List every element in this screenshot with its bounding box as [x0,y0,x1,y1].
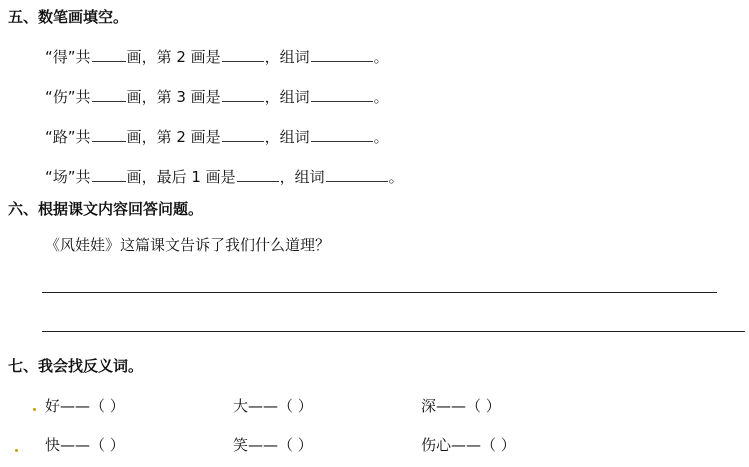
antonym-item: 深——（ ） [421,397,501,415]
stroke-row-3 [45,126,389,147]
stroke-count-blank[interactable] [92,87,126,102]
row-end: 。 [373,48,389,66]
section-5-title: 五、数笔画填空。 [8,8,129,26]
section-6-title: 六、根据课文内容回答问题。 [8,200,204,218]
antonym-item: 快——（ ） [45,436,125,454]
section-6-question: 《风娃娃》这篇课文告诉了我们什么道理？ [45,236,331,254]
row-end: 。 [373,128,389,146]
stroke-blank[interactable] [222,87,264,102]
antonym-item: 伤心——（ ） [421,436,516,454]
word-blank[interactable] [311,127,373,142]
word-blank[interactable] [311,87,373,102]
row-hua: 画，第 2 画是 [126,48,221,66]
row-hua: 画，第 3 画是 [126,88,221,106]
word-blank[interactable] [311,47,373,62]
row-hua: 画，最后 1 画是 [126,168,236,186]
stroke-blank[interactable] [222,127,264,142]
row-zuci: ，组词 [264,128,310,146]
row-zuci: ，组词 [264,48,310,66]
row-gong: 共 [75,48,91,66]
stroke-count-blank[interactable] [92,127,126,142]
bullet-dot [33,408,36,411]
stroke-row-2 [45,86,389,107]
answer-line-1[interactable] [42,292,717,293]
stroke-row-1 [45,46,389,67]
row-zuci: ，组词 [279,168,325,186]
stroke-row-4 [45,166,404,187]
row-char: “路” [45,128,76,146]
stroke-blank[interactable] [222,47,264,62]
word-blank[interactable] [326,167,388,182]
row-gong: 共 [75,128,91,146]
row-zuci: ，组词 [264,88,310,106]
antonym-item: 好——（ ） [45,397,125,415]
stroke-count-blank[interactable] [92,47,126,62]
row-end: 。 [373,88,389,106]
row-gong: 共 [75,88,91,106]
bullet-dot [15,449,18,452]
stroke-blank[interactable] [237,167,279,182]
row-char: “伤” [45,88,76,106]
row-hua: 画，第 2 画是 [126,128,221,146]
antonym-item: 大——（ ） [233,397,313,415]
section-7-title: 七、我会找反义词。 [8,357,144,375]
row-gong: 共 [75,168,91,186]
antonym-item: 笑——（ ） [233,436,313,454]
answer-line-2[interactable] [42,331,745,332]
row-char: “得” [45,48,76,66]
row-char: “场” [45,168,76,186]
stroke-count-blank[interactable] [92,167,126,182]
row-end: 。 [388,168,404,186]
